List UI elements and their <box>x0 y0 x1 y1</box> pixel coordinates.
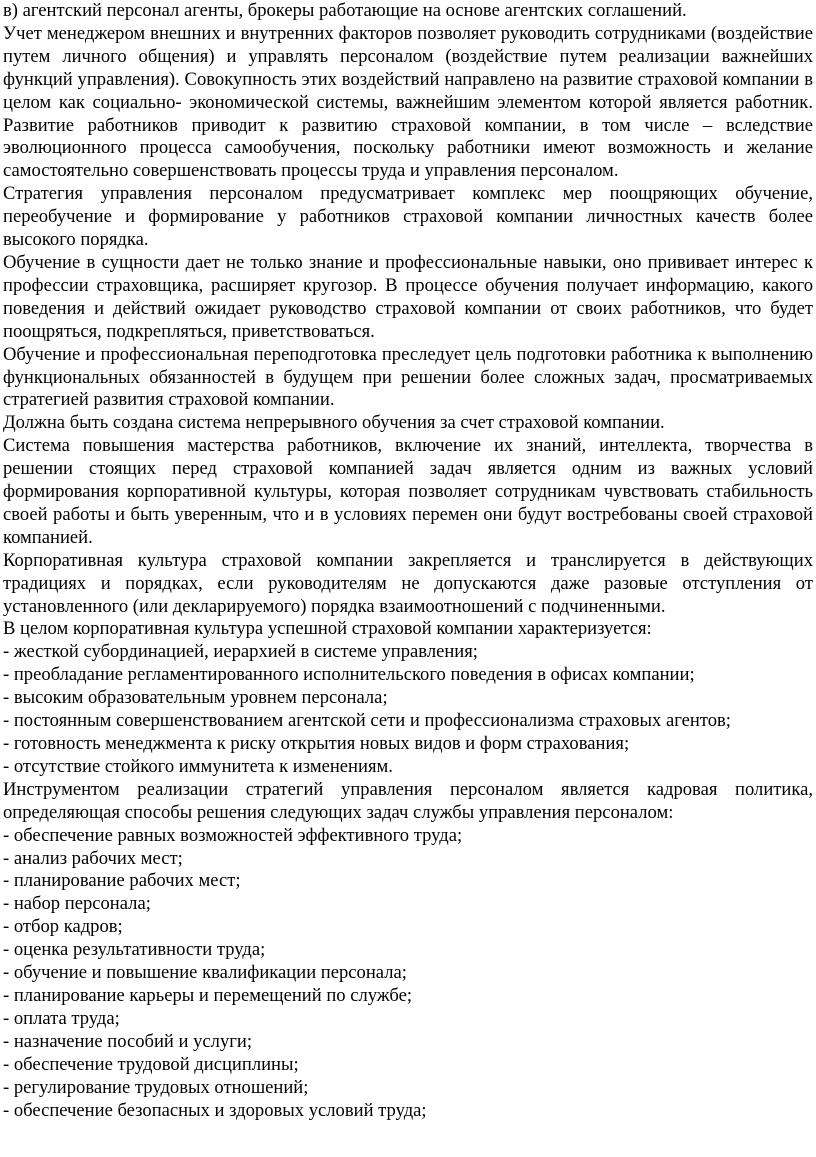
paragraph-culture-intro: В целом корпоративная культура успешной страховой компании характеризуется: <box>3 618 652 640</box>
paragraph-retraining: Обучение и профессиональная переподготовка преследует цель подготовки работника к выполнению функциональных обязанностей в будущем при решении более сложных задач, просматриваемых стратегией развития страховой компании. <box>3 343 813 411</box>
list-item: - обеспечение безопасных и здоровых условий труда; <box>3 1099 427 1121</box>
paragraph-mastery-system: Система повышения мастерства работников, включение их знаний, интеллекта, творчества в решении стоящих перед страховой компанией задач является одним из важных условий формирования корпоративной культуры, которая позволяет сотрудникам чувствовать стабильность своей работы и быть уверенным, что и в условиях перемен они будут востребованы своей страховой компанией. <box>3 435 813 548</box>
culture-characteristics-list <box>3 641 813 778</box>
list-item: - назначение пособий и услуги; <box>3 1030 252 1052</box>
paragraph-continuous-learning: Должна быть создана система непрерывного обучения за счет страховой компании. <box>3 412 665 434</box>
paragraph-factors: Учет менеджером внешних и внутренних факторов позволяет руководить сотрудниками (воздействие путем личного общения) и управлять персоналом (воздействие путем реализации важнейших функций управления). Совокупность этих воздействий направлено на развитие страховой компании в целом как социально- экономической системы, важнейшим элементом которой является работник. Развитие работников приводит к развитию страховой компании, в том числе – вследствие эволюционного процесса самообучения, поскольку работники имеют возможность и желание самостоятельно совершенствовать процессы труда и управления персоналом. <box>3 22 813 182</box>
paragraph-agent-staff: в) агентский персонал агенты, брокеры работающие на основе агентских соглашений. <box>3 0 687 21</box>
list-item: - высоким образовательным уровнем персонала; <box>3 687 388 709</box>
personnel-tasks-list <box>3 825 813 1123</box>
paragraph-personnel-policy: Инструментом реализации стратегий управления персоналом является кадровая политика, определяющая способы решения следующих задач службы управления персоналом: <box>3 778 813 823</box>
list-item: - набор персонала; <box>3 893 151 915</box>
list-item: - обеспечение равных возможностей эффективного труда; <box>3 824 463 846</box>
list-item: - планирование карьеры и перемещений по службе; <box>3 984 413 1006</box>
list-item: - планирование рабочих мест; <box>3 870 241 892</box>
list-item: - готовность менеджмента к риску открытия новых видов и форм страхования; <box>3 733 630 754</box>
list-item: - отбор кадров; <box>3 916 123 938</box>
list-item: - анализ рабочих мест; <box>3 847 183 869</box>
list-item: - преобладание регламентированного исполнительского поведения в офисах компании; <box>3 664 695 686</box>
list-item: - жесткой субординацией, иерархией в системе управления; <box>3 641 478 663</box>
paragraph-strategy: Стратегия управления персоналом предусматривает комплекс мер поощряющих обучение, переобучение и формирование у работников страховой компании личностных качеств более высокого порядка. <box>3 183 813 251</box>
list-item: - оценка результативности труда; <box>3 939 266 961</box>
paragraph-training: Обучение в сущности дает не только знание и профессиональные навыки, оно прививает интерес к профессии страховщика, расширяет кругозор. В процессе обучения получает информацию, какого поведения и действий ожидает руководство страховой компании от своих работников, что будет поощряться, подкрепляться, приветствоваться. <box>3 251 813 342</box>
list-item: - регулирование трудовых отношений; <box>3 1076 309 1098</box>
list-item: - обеспечение трудовой дисциплины; <box>3 1053 299 1075</box>
list-item: - постоянным совершенствованием агентской сети и профессионализма страховых агентов; <box>3 710 731 732</box>
list-item: - отсутствие стойкого иммунитета к изменениям. <box>3 755 393 777</box>
paragraph-corporate-culture: Корпоративная культура страховой компании закрепляется и транслируется в действующих традициях и порядках, если руководителям не допускаются даже разовые отступления от установленного (или декларируемого) порядка взаимоотношений с подчиненными. <box>3 549 813 617</box>
list-item: - обучение и повышение квалификации персонала; <box>3 962 407 984</box>
list-item: - оплата труда; <box>3 1007 120 1029</box>
